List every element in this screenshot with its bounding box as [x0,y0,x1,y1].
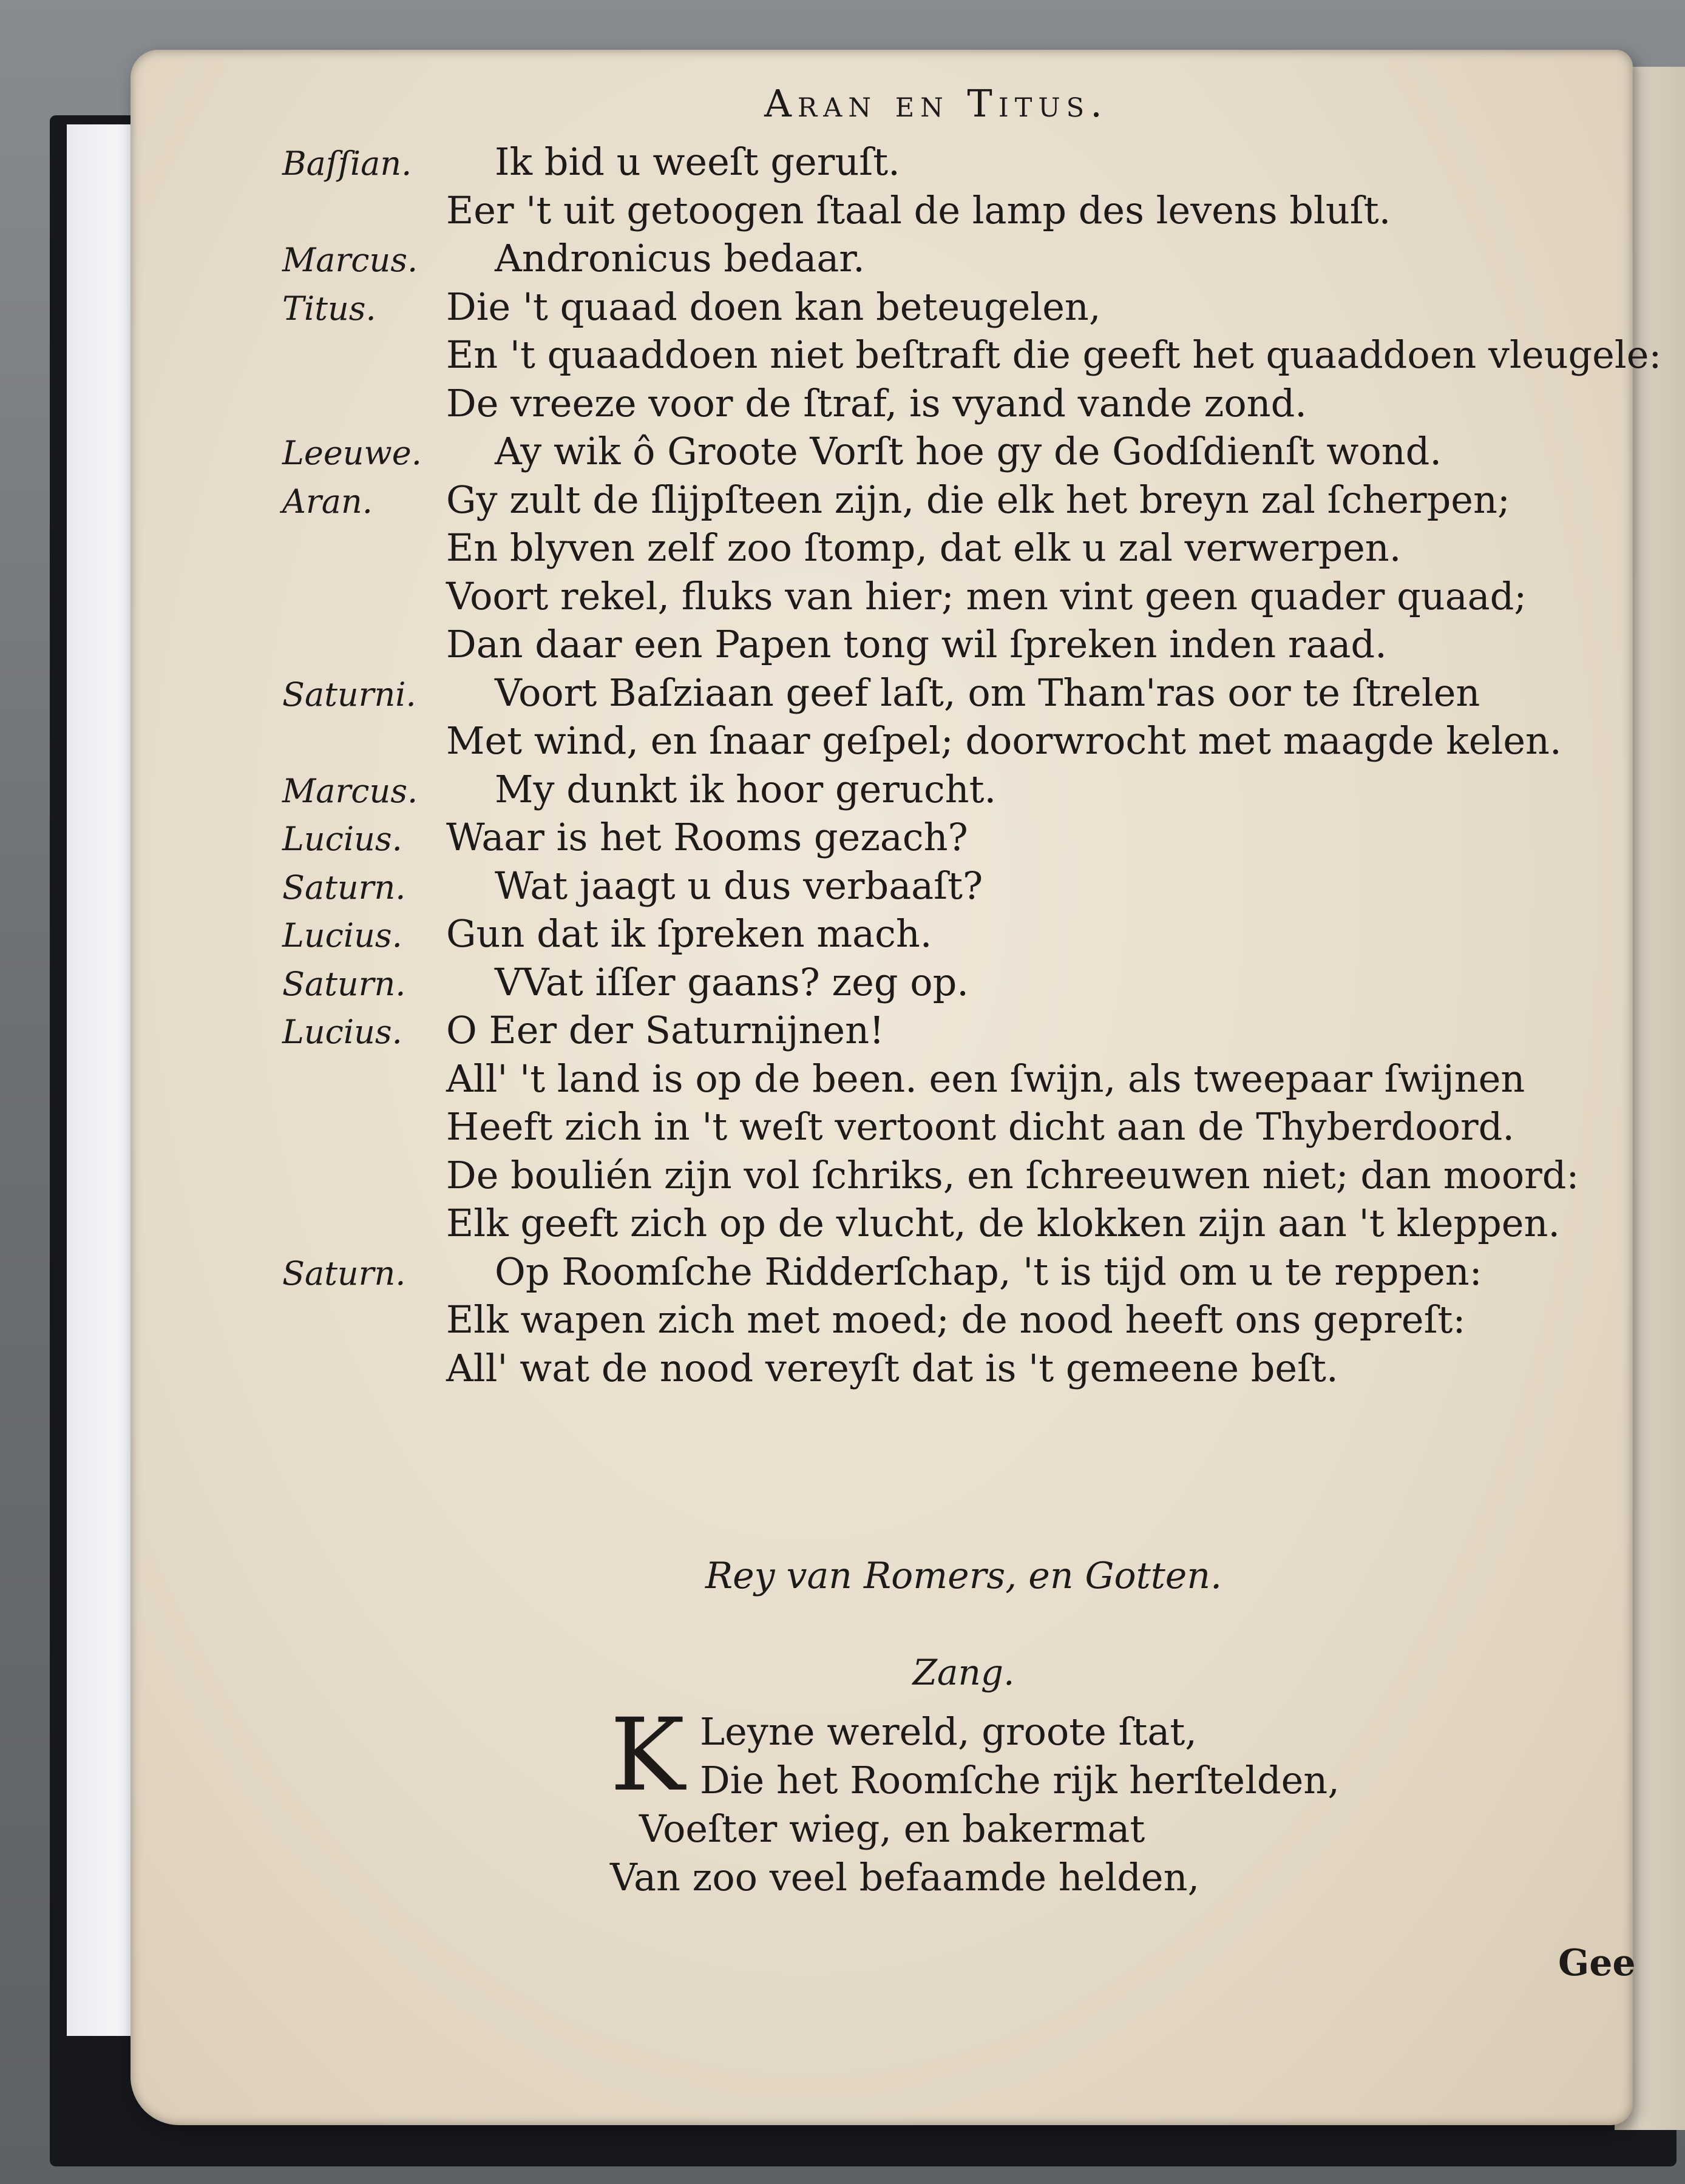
verse-text: All' 't land is op de been. een ſwijn, als tweepaar ſwijnen [446,1056,1525,1101]
verse-text: Heeft zich in 't weſt vertoont dicht aan de Thyberdoord. [446,1104,1514,1149]
verse-text: Op Roomſche Ridderſchap, 't is tijd om u te reppen: [495,1249,1482,1294]
verse-text: De vreeze voor de ſtraf, is vyand vande zond. [446,380,1307,425]
verse-line [131,188,1612,237]
verse-line [131,960,1612,1009]
verse-text: VVat iſſer gaans? zeg op. [495,959,969,1004]
verse-line [131,429,1612,478]
song-line: Voeſter wieg, en bakermat [639,1807,1145,1851]
verse-text: Die 't quaad doen kan beteugelen, [446,284,1101,329]
chorus-heading: Rey van Romers, en Gotten. [705,1555,1222,1597]
verse-line [131,911,1612,960]
speaker-name: Saturn. [282,964,406,1003]
verse-line [131,622,1612,671]
verse-line [131,478,1612,526]
dialogue-verse [131,140,1662,1394]
verse-text: My dunkt ik hoor gerucht. [495,766,997,811]
drop-capital: K [610,1697,685,1813]
speaker-name: Saturni. [282,675,416,714]
speaker-name: Marcus. [282,771,418,810]
verse-line [131,333,1662,381]
verse-line [131,236,1612,285]
verse-text: Voort rekel, fluks van hier; men vint geen quader quaad; [446,573,1527,618]
verse-text: Voort Baſziaan geef laſt, om Tham'ras oor te ſtrelen [495,670,1480,715]
verse-line [131,1104,1612,1153]
verse-text: Ik bid u weeſt geruſt. [495,140,900,184]
verse-text: Dan daar een Papen tong wil ſpreken inden raad. [446,622,1387,666]
speaker-name: Lucius. [282,820,402,858]
verse-text: Andronicus bedaar. [495,236,865,280]
verse-line [131,1249,1612,1298]
verse-line [131,815,1612,864]
speaker-name: Saturn. [282,868,406,907]
verse-text: Elk wapen zich met moed; de nood heeft ons gepreſt: [446,1297,1466,1342]
verse-text: Waar is het Rooms gezach? [446,815,968,859]
speaker-name: Titus. [282,289,376,328]
verse-line [131,1346,1612,1395]
song-line: Van zoo veel befaamde helden, [610,1855,1200,1899]
verse-line [131,1008,1612,1057]
speaker-name: Baſſian. [282,144,412,183]
verse-line [131,381,1612,430]
verse-text: Elk geeft zich op de vlucht, de klokken zijn aan 't kleppen. [446,1201,1561,1245]
speaker-name: Marcus. [282,241,418,279]
verse-line [131,1201,1612,1249]
verse-text: O Eer der Saturnijnen! [446,1008,884,1052]
book-page [131,50,1662,2125]
speaker-name: Saturn. [282,1254,406,1293]
verse-line [131,767,1612,816]
verse-line [131,526,1612,574]
verse-line [131,574,1612,623]
speaker-name: Lucius. [282,1013,402,1051]
verse-text: Met wind, en ſnaar geſpel; doorwrocht met maagde kelen. [446,718,1562,763]
verse-line [131,1057,1612,1105]
song-heading: Zang. [912,1652,1015,1693]
catchword: Gee [1558,1942,1636,1984]
speaker-name: Aran. [282,482,373,521]
verse-line [131,140,1612,188]
speaker-name: Leeuwe. [282,434,422,472]
song-stanza [610,1697,1340,1904]
verse-text: De boulién zijn vol ſchriks, en ſchreeuwen niet; dan moord: [446,1152,1579,1197]
verse-text: Gun dat ik ſpreken mach. [446,911,932,956]
song-line: Leyne wereld, groote ſtat, [700,1709,1197,1754]
verse-text: En blyven zelf zoo ſtomp, dat elk u zal verwerpen. [446,526,1402,570]
verse-line [131,1153,1612,1202]
song-line: Die het Roomſche rijk herſtelden, [700,1758,1340,1802]
running-head: Aran en Titus. [764,81,1108,126]
verse-text: Ay wik ô Groote Vorſt hoe gy de Godſdienſt wond. [495,429,1442,473]
verse-text: Wat jaagt u dus verbaaſt? [495,863,983,908]
verse-text: Eer 't uit getoogen ſtaal de lamp des levens bluſt. [446,188,1391,232]
verse-line [131,1297,1612,1346]
verse-text: All' wat de nood vereyſt dat is 't gemeene beſt. [446,1345,1338,1390]
speaker-name: Lucius. [282,916,402,955]
verse-line [131,718,1612,767]
verse-text: Gy zult de ſlijpſteen zijn, die elk het breyn zal ſcherpen; [446,477,1510,522]
verse-line [131,864,1612,912]
verse-line [131,671,1612,719]
verse-text: En 't quaaddoen niet beſtraft die geeft het quaaddoen vleugele: [446,333,1662,377]
verse-line [131,285,1612,333]
